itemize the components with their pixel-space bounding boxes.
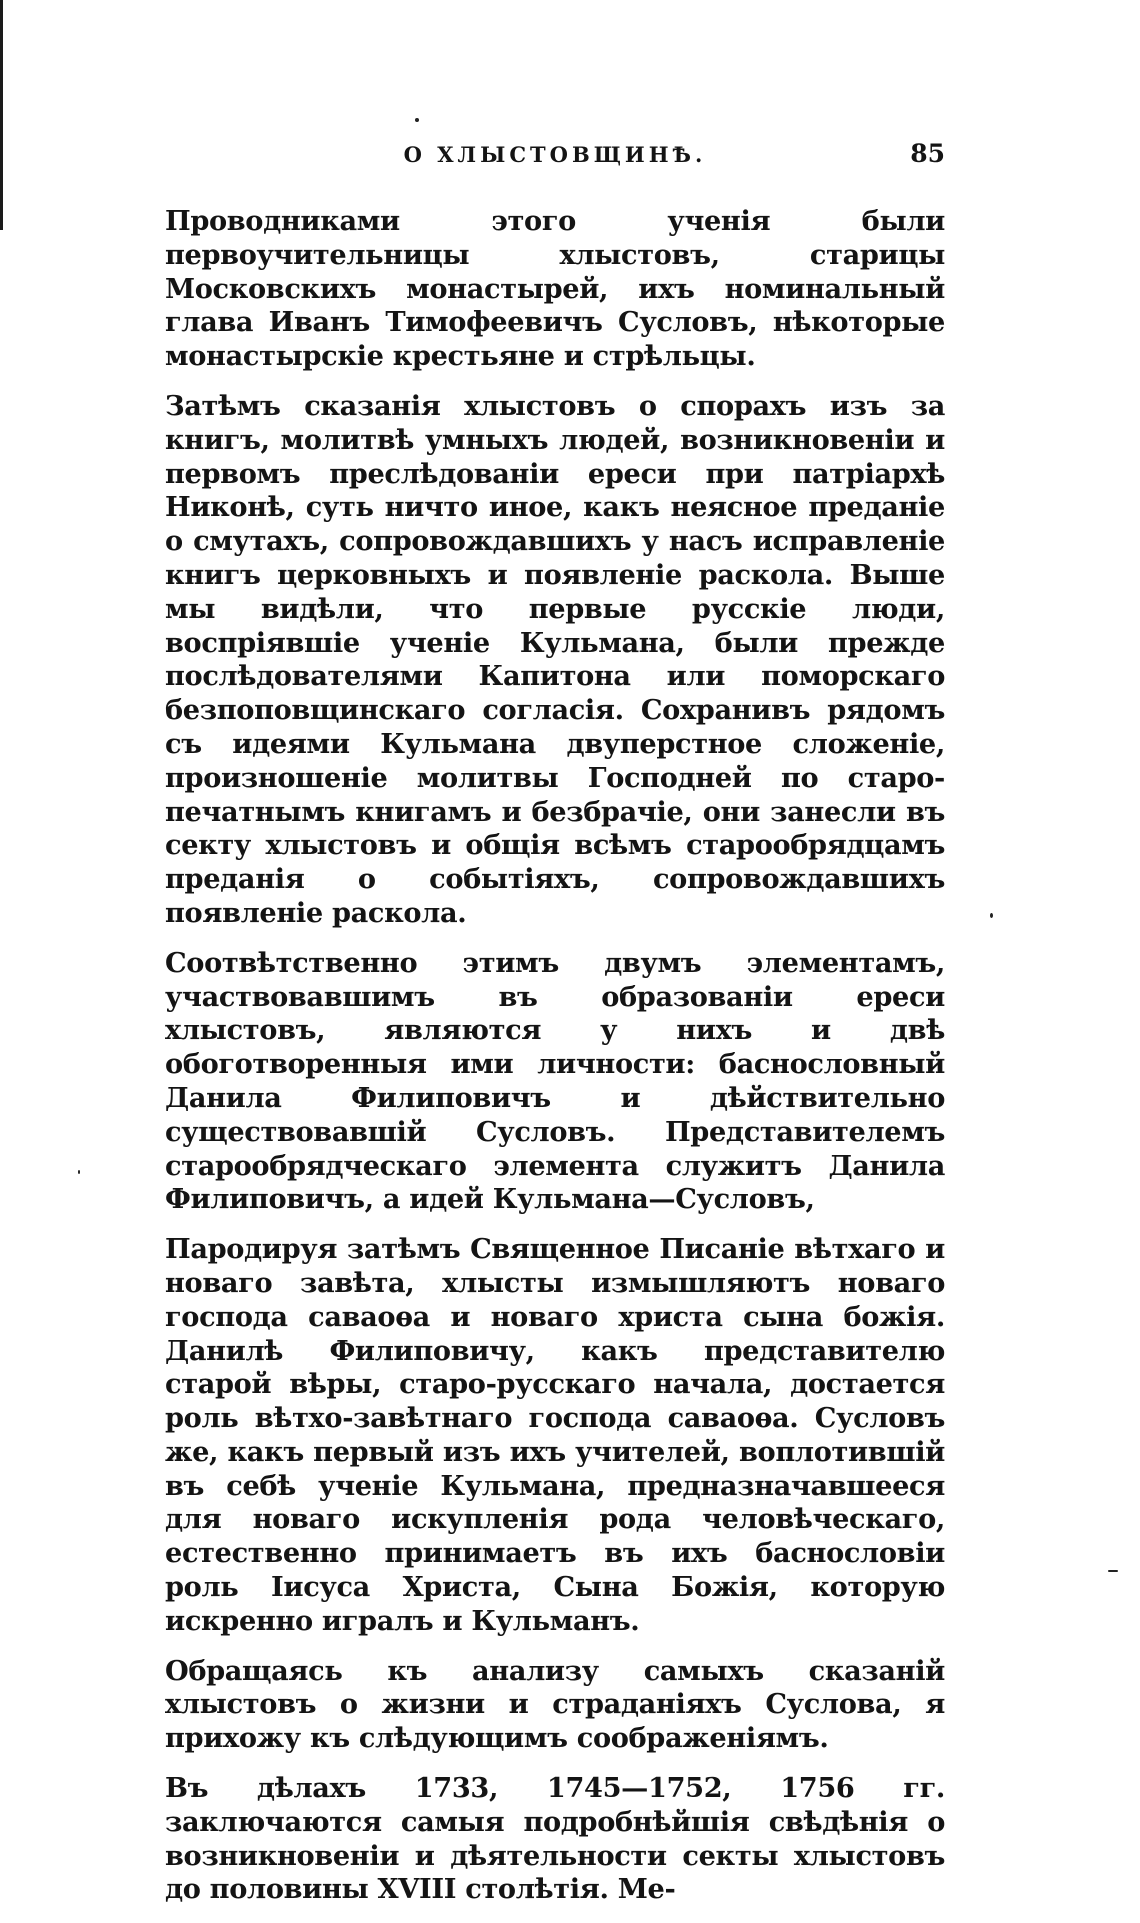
running-title: О ХЛЫСТОВЩИНѢ. [403,142,707,167]
ink-speck [990,913,993,918]
ink-speck [1108,1570,1118,1572]
ink-speck [78,1170,80,1174]
paragraph-3: Соотвѣтственно этимъ двумъ элементамъ, участвовавшимъ въ образованіи ереси хлыстовъ, являются у нихъ и двѣ обоготворенныя ими личности: баснословный Данила Филиповичъ и дѣйствительно существовавшій Сусловъ. Представителемъ старообрядческаго элемента служитъ Данила Филиповичъ, а идей Кульмана—Сусловъ, [165,946,945,1216]
ink-speck [415,118,419,122]
scan-edge-mark [0,0,3,230]
page-header [165,139,945,182]
paragraph-6: Въ дѣлахъ 1733, 1745—1752, 1756 гг. заключаются самыя подробнѣйшія свѣдѣнія о возникновеніи и дѣятельности секты хлыстовъ до половины XVIII столѣтія. Ме- [165,1772,945,1906]
paragraph-4: Пародируя затѣмъ Священное Писаніе вѣтхаго и новаго завѣта, хлысты измышляютъ новаго господа саваоѳа и новаго христа сына божія. Данилѣ Филиповичу, какъ представителю старой вѣры, старо-русскаго начала, достается роль вѣтхо-завѣтнаго господа саваоѳа. Сусловъ же, какъ первый изъ ихъ учителей, воплотившій въ себѣ ученіе Кульмана, предназначавшееся для новаго искупленія рода человѣческаго, естественно принимаетъ въ ихъ баснословіи роль Іисуса Христа, Сына Божія, которую искренно игралъ и Кульманъ. [165,1233,945,1637]
paragraph-1: Проводниками этого ученія были первоучительницы хлыстовъ, старицы Московскихъ монастырей, ихъ номинальный глава Иванъ Тимофеевичъ Сусловъ, нѣкоторые монастырскіе крестьяне и стрѣльцы. [165,205,945,373]
paragraph-2: Затѣмъ сказанія хлыстовъ о спорахъ изъ за книгъ, молитвѣ умныхъ людей, возникновеніи и первомъ преслѣдованіи ереси при патріархѣ Никонѣ, суть ничто иное, какъ неясное преданіе о смутахъ, сопровождавшихъ у насъ исправленіе книгъ церковныхъ и появленіе раскола. Выше мы видѣли, что первые русскіе люди, воспріявшіе ученіе Кульмана, были прежде послѣдователями Капитона или поморскаго безпоповщинскаго согласія. Сохранивъ рядомъ съ идеями Кульмана двуперстное сложеніе, произношеніе молитвы Господней по старо-печатнымъ книгамъ и безбрачіе, они занесли въ секту хлыстовъ и общія всѣмъ старообрядцамъ преданія о событіяхъ, сопровождавшихъ появленіе раскола. [165,389,945,929]
body-text [165,205,945,1923]
paragraph-5: Обращаясь къ анализу самыхъ сказаній хлыстовъ о жизни и страданіяхъ Суслова, я прихожу къ слѣдующимъ соображеніямъ. [165,1654,945,1755]
page-number: 85 [910,139,945,168]
